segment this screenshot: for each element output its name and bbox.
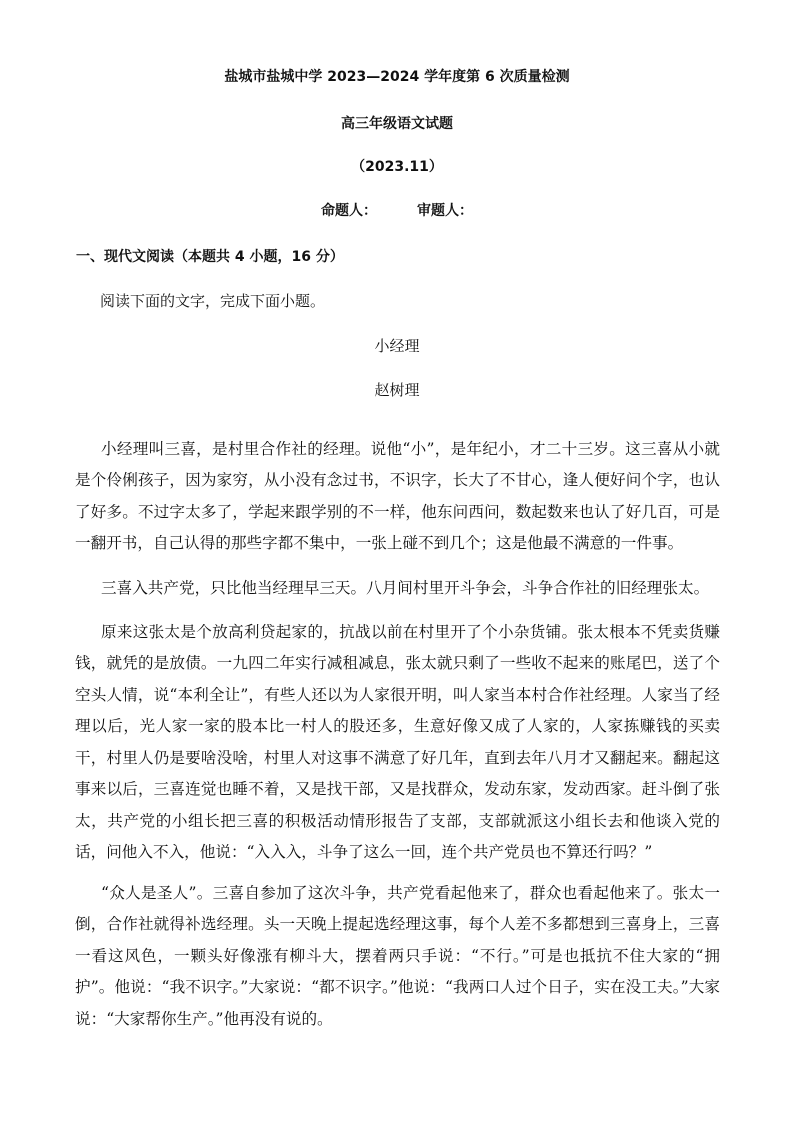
story-author: 赵树理 xyxy=(374,381,420,399)
reviewer-label: 审题人： xyxy=(417,203,473,219)
story-title: 小经理 xyxy=(374,337,420,355)
exam-date: （2023.11） xyxy=(351,159,443,175)
story-paragraph: 小经理叫三喜，是村里合作社的经理。说他“小”，是年纪小，才二十三岁。这三喜从小就是个伶俐孩子，因为家穷，从小没有念过书，不识字，长大了不甘心，逢人便好问个字，也认了好多。不过字太多了，学起来跟学别的不一样，他东问西问，数起数来也认了好几百，可是一翻开书，自己认得的那些字都不集中，一张上碰不到几个；这是他最不满意的一件事。 xyxy=(75,439,720,553)
story-paragraph: “众人是圣人”。三喜自参加了这次斗争，共产党看起他来了，群众也看起他来了。张太一倒，合作社就得补选经理。头一天晚上提起选经理这事，每个人差不多都想到三喜身上，三喜一看这风色，一颗头好像涨有柳斗大，摆着两只手说：“不行。”可是也抵抗不住大家的“拥护”。他说：“我不识字。”大家说：“都不识字。”他说：“我两口人过个日子，实在没工夫。”大家说：“大家帮你生产。”他再没有说的。 xyxy=(75,883,720,1028)
exam-subtitle: 高三年级语文试题 xyxy=(341,116,453,132)
section-heading: 一、现代文阅读（本题共 4 小题，16 分） xyxy=(76,249,344,265)
author-label: 命题人： xyxy=(321,203,377,219)
story-paragraph: 三喜入共产党，只比他当经理早三天。八月间村里开斗争会，斗争合作社的旧经理张太。 xyxy=(101,578,710,597)
story-paragraph: 原来这张太是个放高利贷起家的，抗战以前在村里开了个小杂货铺。张太根本不凭卖货赚钱，就凭的是放债。一九四二年实行减租减息，张太就只剩了一些收不起来的账尾巴，送了个空头人情，说“本利全让”，有些人还以为人家很开明，叫人家当本村合作社经理。人家当了经理以后，光人家一家的股本比一村人的股还多，生意好像又成了人家的，人家拣赚钱的买卖干，村里人仍是要啥没啥，村里人对这事不满意了好几年，直到去年八月才又翻起来。翻起这事来以后，三喜连觉也睡不着，又是找干部，又是找群众，发动东家，发动西家。赶斗倒了张太，共产党的小组长把三喜的积极活动情形报告了支部，支部就派这小组长去和他谈入党的话，问他入不入，他说：“入入入，斗争了这么一回，连个共产党员也不算还行吗？” xyxy=(75,622,720,862)
reading-instruction: 阅读下面的文字，完成下面小题。 xyxy=(100,292,326,310)
exam-title: 盐城市盐城中学 2023—2024 学年度第 6 次质量检测 xyxy=(224,69,570,85)
author-line xyxy=(0,200,794,220)
